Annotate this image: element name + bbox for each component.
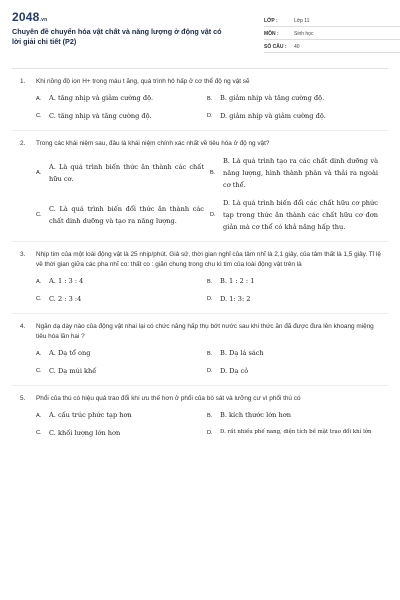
question-3 — [12, 242, 388, 314]
page-header — [12, 10, 388, 62]
option-a[interactable] — [36, 155, 204, 191]
question-text: Trong các khái niệm sau, đâu là khái niệm chính xác nhất về tiêu hóa ở độ ng vật? — [36, 140, 270, 147]
option-b[interactable] — [207, 93, 378, 105]
option-a[interactable] — [36, 410, 207, 422]
option-c[interactable] — [36, 294, 207, 306]
question-text: Phổi của thú có hiệu quả trao đổi khí ưu thế hơn ở phổi của bò sát và lưỡng cư vì phổi thú có — [36, 395, 301, 402]
question-text: Ngăn dạ dày nào của động vật nhai lại có chức năng hấp thụ bớt nước sau khi thức ăn đã được đưa lên khoang miệng tiêu hóa lần hai ? — [36, 323, 374, 340]
option-b[interactable] — [207, 276, 378, 288]
option-text: A. Dạ tổ ong — [49, 349, 91, 357]
question-number: 2. — [20, 140, 26, 147]
option-text: B. Dạ lá sách — [220, 349, 264, 357]
option-letter: D. — [207, 368, 213, 374]
option-letter: C. — [36, 430, 42, 436]
option-letter: D. — [207, 430, 213, 436]
option-letter: D. — [207, 113, 213, 119]
option-letter: B. — [207, 412, 213, 419]
option-d[interactable] — [210, 197, 378, 233]
answer-options — [12, 348, 388, 377]
worksheet-meta — [264, 14, 400, 53]
option-letter: C. — [36, 211, 42, 218]
option-letter: C. — [36, 113, 42, 119]
question-1 — [12, 69, 388, 131]
option-text: D. Dạ cỏ — [220, 366, 249, 375]
answer-options — [12, 410, 388, 439]
option-text: A. tăng nhịp và giảm cường độ. — [49, 94, 154, 102]
option-text: C. 2 : 3 :4 — [49, 294, 82, 303]
option-letter: B. — [210, 169, 216, 176]
option-text: A. Là quá trình biến thức ăn thành các chất hữu cơ. — [49, 163, 204, 183]
question-text: Khi nồng độ ion H+ trong máu t ăng, quá trình hô hấp ở cơ thể độ ng vật sẽ — [36, 78, 250, 85]
option-text: B. giảm nhịp và tăng cường độ. — [220, 94, 325, 102]
option-letter: C. — [36, 368, 42, 374]
question-4 — [12, 314, 388, 386]
option-letter: C. — [36, 296, 42, 302]
option-d[interactable] — [207, 111, 378, 123]
option-d[interactable] — [207, 428, 378, 440]
meta-value: 40 — [294, 44, 300, 50]
question-5 — [12, 386, 388, 439]
option-text: D. Là quá trình biến đổi các chất hữu cơ phức tạp trong thức ăn thành các chất hữu cơ đơn giản mà cơ thể có khả năng hấp thụ. — [223, 199, 378, 231]
meta-label: SỐ CÂU : — [264, 44, 287, 50]
option-text: A. 1 : 3 : 4 — [49, 277, 84, 285]
meta-grade — [264, 14, 400, 27]
option-text: C. Dạ múi khế — [49, 366, 97, 375]
worksheet-title: Chuyên đề chuyển hóa vật chất và năng lượng ở động vật có lời giải chi tiết (P2) — [12, 27, 222, 46]
option-text: D. giảm nhịp và giảm cường độ. — [220, 111, 326, 120]
option-letter: B. — [207, 350, 213, 357]
question-2 — [12, 131, 388, 242]
option-b[interactable] — [207, 348, 378, 360]
option-text: A. cấu trúc phức tạp hơn — [49, 411, 132, 419]
answer-options — [12, 276, 388, 305]
option-letter: A. — [36, 95, 42, 102]
question-number: 5. — [20, 395, 26, 402]
meta-value: Sinh học — [294, 31, 314, 37]
option-c[interactable] — [36, 111, 207, 123]
option-a[interactable] — [36, 348, 207, 360]
option-letter: A. — [36, 278, 42, 285]
answer-options — [12, 93, 388, 122]
option-text: B. 1 : 2 : 1 — [220, 277, 255, 285]
option-c[interactable] — [36, 366, 207, 378]
question-number: 1. — [20, 78, 26, 85]
meta-label: MÔN : — [264, 31, 279, 37]
option-d[interactable] — [207, 294, 378, 306]
question-number: 4. — [20, 323, 26, 330]
option-letter: D. — [207, 296, 213, 302]
option-a[interactable] — [36, 93, 207, 105]
logo-text: 2048 — [12, 10, 40, 24]
option-a[interactable] — [36, 276, 207, 288]
option-letter: B. — [207, 278, 213, 285]
option-c[interactable] — [36, 428, 207, 440]
option-letter: A. — [36, 169, 42, 176]
option-letter: A. — [36, 350, 42, 357]
option-d[interactable] — [207, 366, 378, 378]
option-b[interactable] — [210, 155, 378, 191]
option-text: C. khối lượng lớn hơn — [49, 428, 121, 437]
option-text: C. tăng nhịp và tăng cường độ. — [49, 111, 152, 120]
logo-suffix: .vn — [39, 17, 48, 23]
option-b[interactable] — [207, 410, 378, 422]
meta-value: Lớp 11 — [294, 18, 310, 24]
meta-subject — [264, 27, 400, 40]
option-letter: D. — [210, 211, 216, 218]
option-text: B. Là quá trình tạo ra các chất dinh dưỡng và năng lượng, hình thành phân và thải ra ngoài cơ thể. — [223, 157, 378, 189]
option-text: D. 1: 3: 2 — [220, 294, 251, 303]
option-c[interactable] — [36, 197, 204, 233]
option-letter: B. — [207, 95, 213, 102]
meta-label: LỚP : — [264, 18, 278, 24]
question-text: Nhịp tim của một loài động vật là 25 nhịp/phút. Giả sử, thời gian nghỉ của tâm nhĩ là 2,1 giây, của tâm thất là 1,5 giây. Tỉ lệ về thời gian giữa các pha nhĩ co: thất co : giãn chung trong chu kì tim của loài động vật trên là — [36, 251, 381, 268]
meta-question-count — [264, 40, 400, 53]
answer-options — [12, 155, 388, 233]
option-text: D. rất nhiều phế nang, diện tích bề mặt trao đổi khí lớn — [220, 428, 372, 435]
question-number: 3. — [20, 251, 26, 258]
option-letter: A. — [36, 412, 42, 419]
option-text: B. kích thước lớn hơn — [220, 411, 291, 419]
option-text: C. Là quá trình biến đổi thức ăn thành các chất dinh dưỡng và tạo ra năng lượng. — [49, 205, 204, 225]
